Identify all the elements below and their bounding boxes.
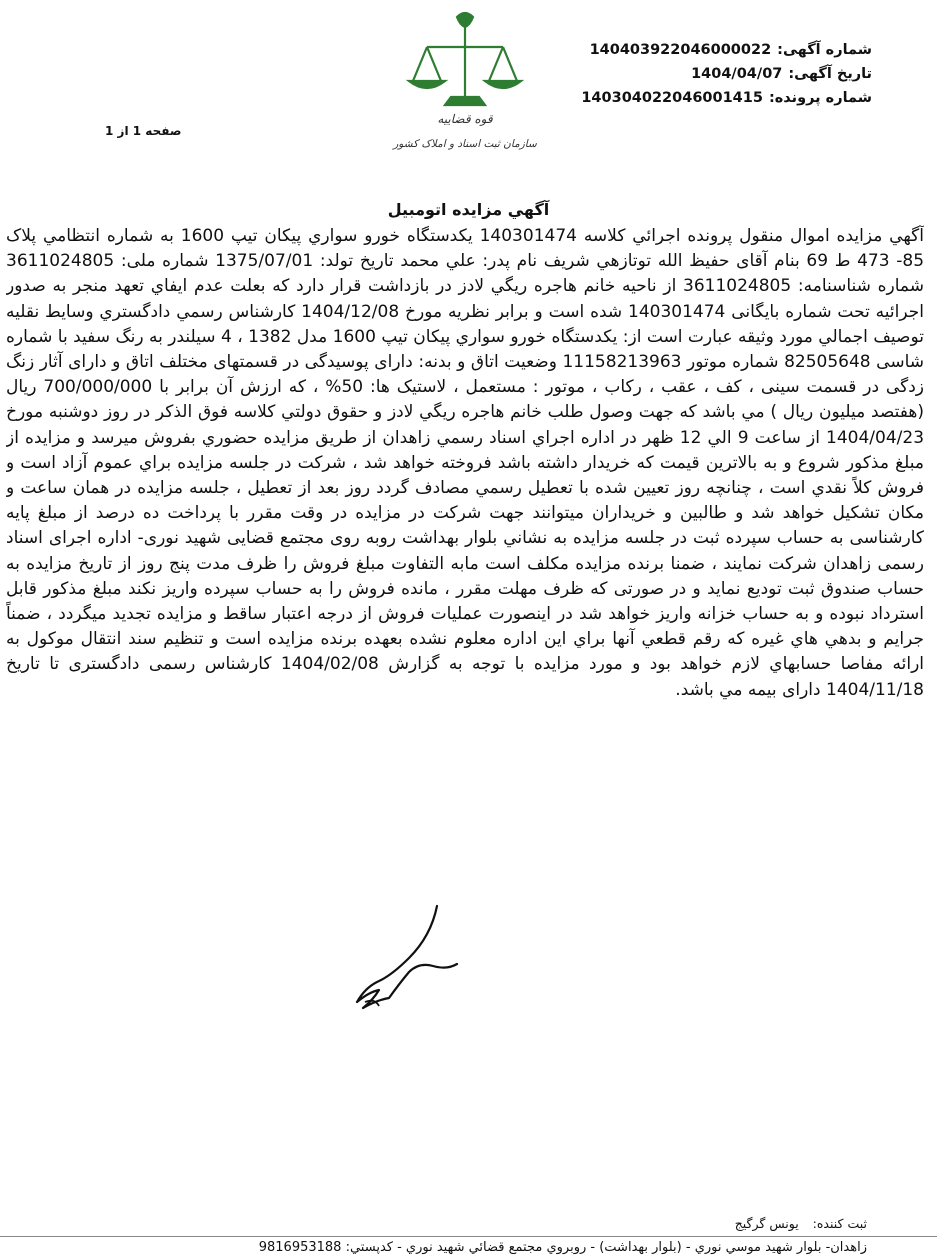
emblem-caption-2: سازمان ثبت اسناد و املاک کشور bbox=[393, 138, 537, 150]
registrar-name: يونس گرگيج bbox=[734, 1216, 799, 1231]
footer-divider bbox=[0, 1236, 937, 1237]
ad-number-row bbox=[552, 38, 872, 62]
document-title: آگهي مزايده اتومبيل bbox=[387, 200, 550, 219]
case-number-row bbox=[552, 86, 872, 110]
ad-meta bbox=[552, 38, 872, 110]
emblem-caption-1: قوه قضاییه bbox=[437, 112, 493, 126]
ad-date-row bbox=[552, 62, 872, 86]
ad-date: 1404/04/07 bbox=[691, 66, 783, 82]
ad-number: 140403922046000022 bbox=[589, 42, 772, 58]
registrar-label: ثبت كننده: bbox=[812, 1216, 867, 1231]
document-body: آگهي مزايده اموال منقول پرونده اجرائي كلاسه 140301474 يكدستگاه خورو سواري پيكان تيپ 1600 به شماره انتظامي پلاک 85- 473 ط 69 بنام آقای حفيظ الله توتازهي شريف نام پدر: علي محمد تاريخ تولد: 1375/07/01 شماره ملی: 3611024805 شماره شناسنامه: 3611024805 از ناحيه خانم هاجره ريگي لادز در بازداشت قرار دارد كه بعلت عدم ايفاي تعهد منجر به صدور اجرائيه تحت شماره بايگانی 140301474 شده است و برابر نظريه مورخ 1404/12/08 كارشناس رسمي دادگستري وسايط نقليه توصيف اجمالي مورد وثيقه عبارت است از: يكدستگاه خورو سواري پيكان تيپ 1600 مدل 1382 ، 4 سيلندر به رنگ سفيد با شماره شاسی 82505648 شماره موتور 11158213963 وضعيت اتاق و بدنه: دارای پوسيدگی در قسمتهای مختلف اتاق و دارای آثار زنگ زدگی در قسمت سينی ، كف ، عقب ، ركاب ، موتور : مستعمل ، لاستيک ها: 50% ، كه ارزش آن برابر با 700/000/000 ريال (هفتصد ميليون ريال ) مي باشد كه جهت وصول طلب خانم هاجره ريگي لادز و حقوق دولتي كلاسه فوق الذكر در روز دوشنبه مورخ 1404/04/23 از ساعت 9 الي 12 ظهر در اداره اجراي اسناد رسمي زاهدان از طريق مزايده حضوري بفروش ميرسد و مزايده از مبلغ مذكور شروع و به بالاترين قيمت كه خريدار داشته باشد فروخته خواهد شد ، شركت در جلسه مزايده براي عموم آزاد است و فروش كلاً نقدي است ، چنانچه روز تعيين شده با تعطيل رسمي مصادف گردد روز بعد از تعطيل ، جلسه مزايده در همان ساعت و مكان تشكيل خواهد شد و طالبين و خريداران ميتوانند جهت شركت در مزايده در وقت مقرر با پرداخت ده درصد از مبلغ پايه كارشناسی به حساب سپرده ثبت در جلسه مزايده به نشاني بلوار بهداشت روبه روی مجتمع قضايی شهيد نوری- اداره اجرای اسناد رسمی زاهدان شركت نمايند ، ضمنا برنده مزايده مكلف است مابه التفاوت مبلغ فروش را ظرف مدت پنج روز از تاريخ مزايده به حساب صندوق ثبت توديع نمايد و در صورتی كه ظرف مهلت مقرر ، مانده فروش را به حساب سپرده واريز نكند مبلغ مذكور قابل استرداد نبوده و به حساب خزانه واريز خواهد شد در اينصورت عمليات فروش از درجه اعتبار ساقط و مزايده تجديد ميگردد ، ضمناً جرايم و بدهي هاي غيره كه رقم قطعي آنها براي اين اداره معلوم نشده بعهده برنده مزايده است و تنظيم سند انتقال موكول به ارائه مفاصا حسابهاي لازم خواهد بود و مورد مزايده با توجه به گزارش 1404/02/08 كارشناس رسمی دادگستری تا تاريخ 1404/11/18 دارای بيمه مي باشد. bbox=[6, 226, 924, 700]
case-number: 140304022046001415 bbox=[581, 90, 763, 106]
judiciary-scales-emblem-icon bbox=[385, 5, 545, 165]
footer-address: زاهدان- بلوار شهيد موسي نوري - (بلوار بهداشت) - روبروي مجتمع قضائي شهيد نوري - كدپستي: 9816953188 bbox=[258, 1240, 867, 1255]
registrar bbox=[735, 1216, 867, 1231]
page-indicator: صفحه 1 از 1 bbox=[105, 124, 182, 138]
signature-icon bbox=[325, 898, 485, 1028]
ad-date-label: تاریخ آگهی: bbox=[788, 66, 872, 82]
ad-number-label: شماره آگهی: bbox=[777, 42, 872, 58]
case-number-label: شماره پرونده: bbox=[768, 90, 872, 106]
